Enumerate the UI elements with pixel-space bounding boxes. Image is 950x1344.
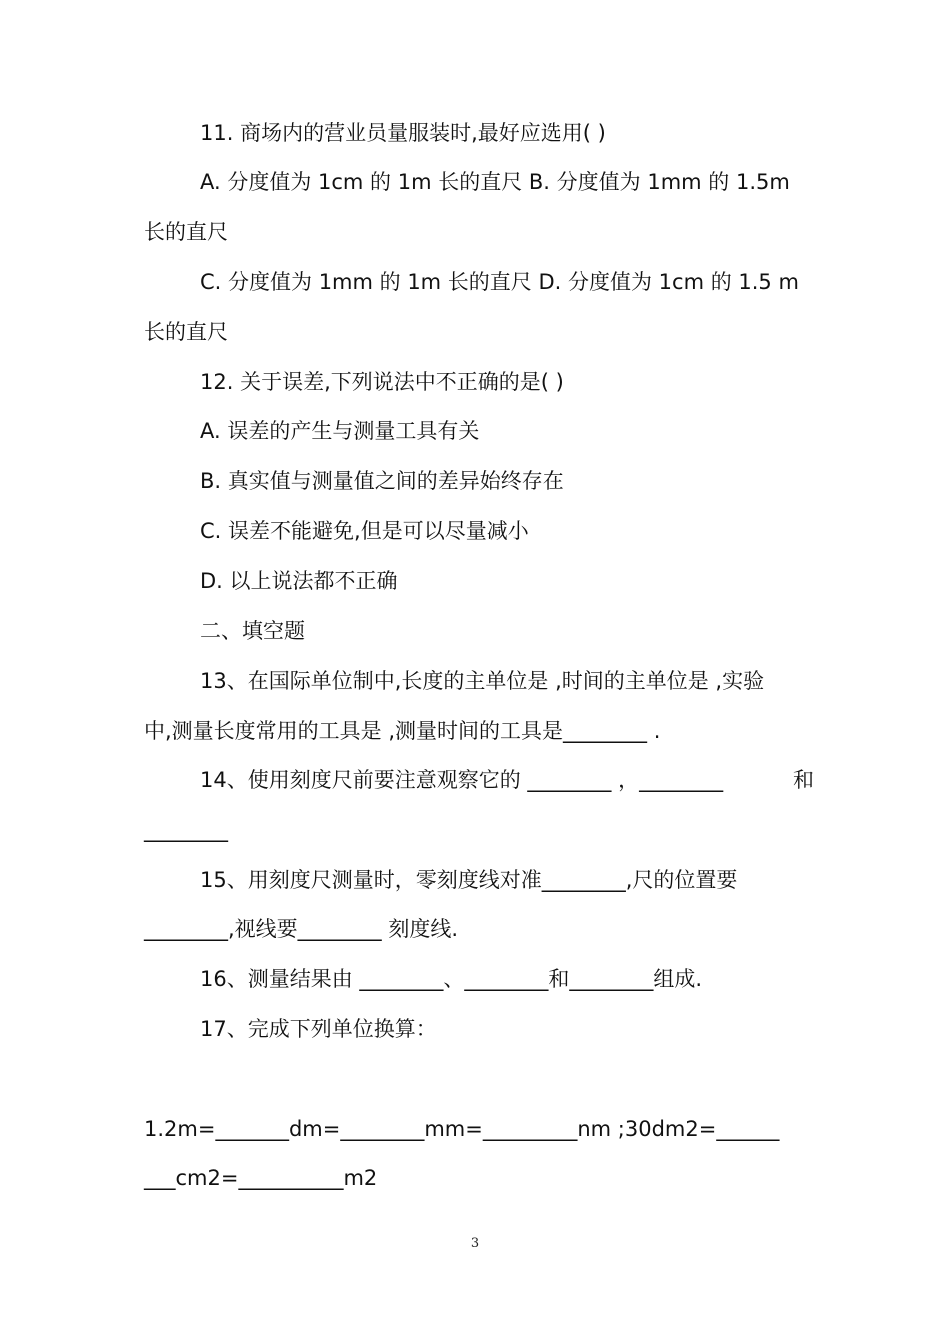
question-15-line-1: 15、用刻度尺测量时，零刻度线对准________,尺的位置要 xyxy=(200,868,738,892)
question-17-line-2: ___cm2=__________m2 xyxy=(144,1166,378,1190)
question-13-line-1: 13、在国际单位制中,长度的主单位是 ,时间的主单位是 ,实验 xyxy=(200,669,765,693)
question-17-line-1: 1.2m=_______dm=________mm=_________nm ;30dm2=______ xyxy=(144,1117,780,1141)
question-12-option-d: D. 以上说法都不正确 xyxy=(200,569,398,593)
question-14-text: 14、使用刻度尺前要注意观察它的 ________ ，________ xyxy=(200,768,724,792)
question-13-line-2: 中,测量长度常用的工具是 ,测量时间的工具是________ . xyxy=(144,719,661,743)
question-14-conjunction: 和 xyxy=(793,768,814,792)
question-17-stem: 17、完成下列单位换算： xyxy=(200,1017,437,1041)
page-number: 3 xyxy=(470,1236,480,1251)
question-14-line-1 xyxy=(200,765,814,795)
question-11-stem: 11. 商场内的营业员量服装时,最好应选用( ) xyxy=(200,121,606,145)
question-16: 16、测量结果由 ________、________和________组成. xyxy=(200,967,703,991)
question-11-options-cd: C. 分度值为 1mm 的 1m 长的直尺 D. 分度值为 1cm 的 1.5 m xyxy=(200,270,799,294)
question-12-option-a: A. 误差的产生与测量工具有关 xyxy=(200,419,480,443)
section-heading: 二、填空题 xyxy=(200,619,305,643)
question-11-options-ab: A. 分度值为 1cm 的 1m 长的直尺 B. 分度值为 1mm 的 1.5m xyxy=(200,170,790,194)
question-12-option-b: B. 真实值与测量值之间的差异始终存在 xyxy=(200,469,564,493)
question-15-line-2: ________,视线要________ 刻度线. xyxy=(144,917,459,941)
question-14-line-2: ________ xyxy=(144,818,228,842)
question-12-stem: 12. 关于误差,下列说法中不正确的是( ) xyxy=(200,370,564,394)
question-12-option-c: C. 误差不能避免,但是可以尽量减小 xyxy=(200,519,529,543)
question-11-options-ab-wrap: 长的直尺 xyxy=(144,220,228,244)
question-11-options-cd-wrap: 长的直尺 xyxy=(144,320,228,344)
